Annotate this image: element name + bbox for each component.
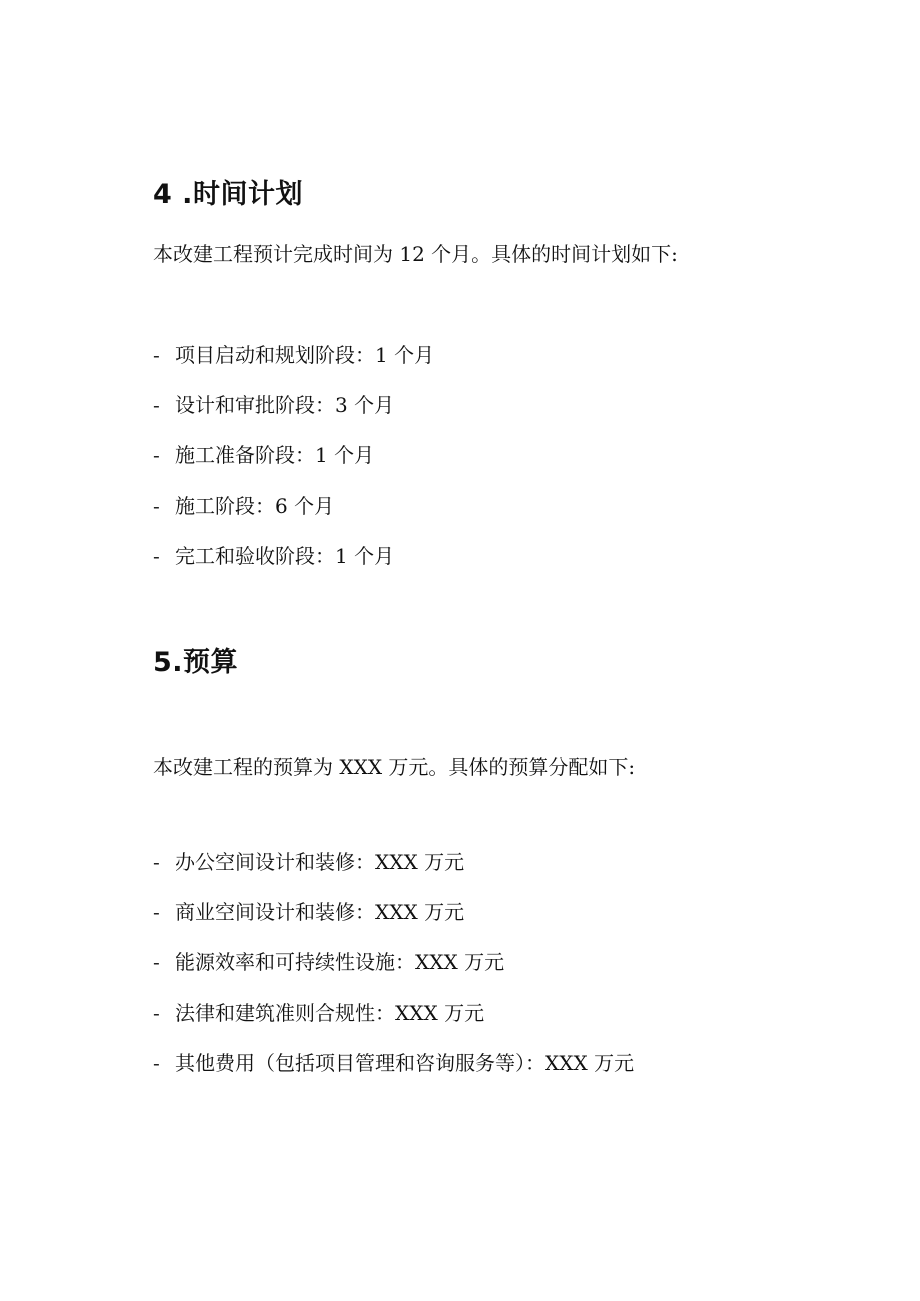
bullet-dash: - (153, 493, 160, 518)
list-item: - 施工准备阶段：1 个月 (153, 443, 375, 468)
budget-intro: 本改建工程的预算为 XXX 万元。具体的预算分配如下: (153, 755, 636, 779)
list-item: - 项目启动和规划阶段：1 个月 (153, 343, 435, 367)
schedule-list (153, 341, 434, 592)
list-item: - 设计和审批阶段：3 个月 (153, 393, 395, 418)
list-item: - 完工和验收阶段：1 个月 (153, 543, 395, 568)
bullet-dash: - (153, 393, 160, 418)
list-item: - 办公空间设计和装修：XXX 万元 (153, 850, 465, 874)
bullet-dash: - (153, 1050, 160, 1075)
list-item: - 商业空间设计和装修：XXX 万元 (153, 900, 465, 925)
bullet-dash: - (153, 950, 160, 975)
budget-list (153, 848, 634, 1099)
list-item: - 施工阶段：6 个月 (153, 493, 335, 518)
list-item: - 法律和建筑准则合规性：XXX 万元 (153, 1000, 485, 1025)
bullet-dash: - (153, 443, 160, 468)
bullet-dash: - (153, 900, 160, 925)
schedule-intro: 本改建工程预计完成时间为 12 个月。具体的时间计划如下: (153, 242, 678, 266)
section-heading-schedule: 4 .时间计划 (153, 179, 303, 210)
list-item: - 其他费用（包括项目管理和咨询服务等）：XXX 万元 (153, 1050, 635, 1075)
bullet-dash: - (153, 543, 160, 568)
list-item: - 能源效率和可持续性设施：XXX 万元 (153, 950, 505, 975)
bullet-dash: - (153, 343, 160, 367)
section-heading-budget: 5.预算 (153, 647, 239, 678)
bullet-dash: - (153, 1000, 160, 1025)
bullet-dash: - (153, 850, 160, 874)
